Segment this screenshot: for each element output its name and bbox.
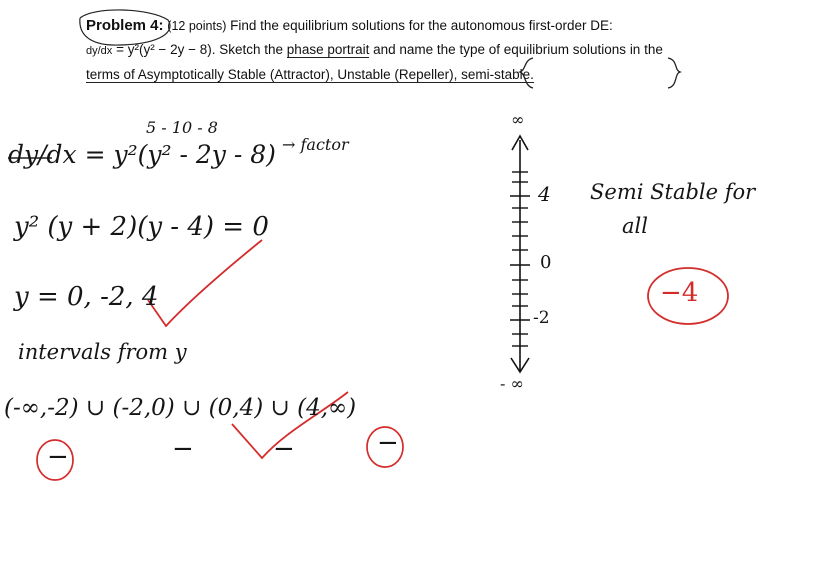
- phase-label-neg2: -2: [533, 308, 550, 328]
- de-rhs: = y²(y² − 2y − 8).: [116, 42, 216, 57]
- sketch-text: Sketch the: [219, 42, 284, 57]
- circled-answer: −4: [660, 278, 699, 308]
- sign-4: −: [377, 428, 399, 458]
- factor-hint: 5 - 10 - 8: [146, 118, 218, 137]
- de-rewrite: dy/dx = y²(y² - 2y - 8): [8, 140, 276, 169]
- factored-equation: y² (y + 2)(y - 4) = 0: [14, 212, 269, 242]
- roots: y = 0, -2, 4: [14, 282, 159, 312]
- problem-points: (12 points): [167, 19, 227, 33]
- terms-text: terms of Asymptotically Stable (Attractor), Unstable (Repeller), semi-stable.: [86, 67, 534, 82]
- phase-portrait-text: phase portrait: [286, 42, 370, 57]
- intervals: (-∞,-2) ∪ (-2,0) ∪ (0,4) ∪ (4,∞): [4, 395, 357, 421]
- phase-label-0: 0: [540, 252, 552, 273]
- bracket-left: [520, 58, 533, 88]
- phase-label-4: 4: [538, 182, 551, 206]
- problem-prompt: Find the equilibrium solutions for the autonomous first-order DE:: [230, 18, 613, 33]
- sign-3: −: [273, 434, 295, 464]
- sign-2: −: [172, 434, 194, 464]
- de-lhs: dy/dx: [86, 45, 113, 57]
- bracket-right: [668, 58, 680, 88]
- in-the-text: in the: [629, 42, 663, 57]
- intervals-label: intervals from y: [18, 340, 187, 364]
- arrow-factor: → factor: [282, 135, 349, 154]
- problem-number: Problem 4:: [86, 17, 164, 34]
- semi-stable-note: Semi Stable for: [590, 180, 756, 204]
- problem-number-circle: [80, 10, 170, 45]
- red-check-roots: [148, 240, 262, 326]
- sign-1: −: [47, 442, 69, 472]
- semi-stable-all: all: [622, 214, 648, 238]
- phase-label-top: ∞: [511, 110, 525, 129]
- equilibrium-solutions-text: equilibrium solutions: [503, 42, 627, 57]
- and-name-text: and name the type of: [373, 42, 500, 57]
- phase-label-bottom: - ∞: [500, 374, 524, 393]
